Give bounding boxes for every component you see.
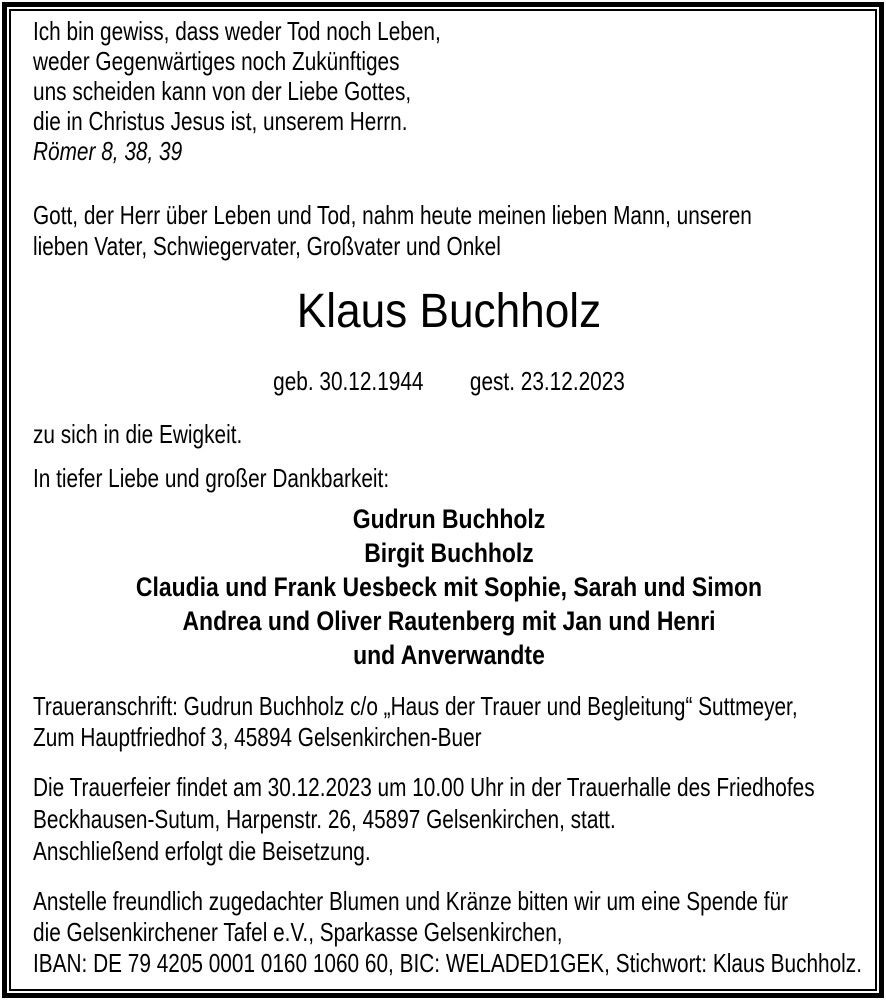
eternity-line: zu sich in die Ewigkeit. (33, 419, 243, 449)
intro-line: lieben Vater, Schwiegervater, Großvater und Onkel (33, 231, 501, 261)
announcement-intro (33, 200, 865, 262)
condolence-address (33, 691, 865, 753)
mourner-line: Claudia und Frank Uesbeck mit Sophie, Sarah und Simon (135, 572, 763, 602)
funeral-line: Beckhausen-Sutum, Harpenstr. 26, 45897 Gelsenkirchen, statt. (33, 804, 616, 834)
death-date: gest. 23.12.2023 (469, 366, 625, 396)
life-dates (116, 365, 782, 397)
mourner-line: Gudrun Buchholz (352, 504, 546, 534)
outer-border-frame (2, 2, 884, 998)
birth-date: geb. 30.12.1944 (273, 366, 424, 396)
mourner-line: und Anverwandte (353, 640, 545, 670)
funeral-line: Die Trauerfeier findet am 30.12.2023 um 10.00 Uhr in der Trauerhalle des Friedhofes (33, 772, 815, 802)
intro-line: Gott, der Herr über Leben und Tod, nahm heute meinen lieben Mann, unseren (33, 200, 752, 230)
mourner-line: Birgit Buchholz (364, 538, 534, 568)
donation-details (33, 886, 865, 979)
inner-border-frame (9, 9, 877, 991)
address-line: Zum Hauptfriedhof 3, 45894 Gelsenkirchen-Buer (33, 722, 482, 752)
verse-line: weder Gegenwärtiges noch Zukünftiges (33, 46, 400, 76)
obituary-content (11, 11, 875, 989)
gratitude-line: In tiefer Liebe und großer Dankbarkeit: (33, 463, 390, 493)
verse-reference: Römer 8, 38, 39 (33, 136, 183, 166)
deceased-name: Klaus Buchholz (296, 285, 602, 338)
verse-line: uns scheiden kann von der Liebe Gottes, (33, 76, 412, 106)
funeral-line: Anschließend erfolgt die Beisetzung. (33, 836, 371, 866)
funeral-details (33, 771, 865, 867)
bible-verse (33, 16, 865, 166)
mourner-line: Andrea und Oliver Rautenberg mit Jan und Henri (182, 606, 716, 636)
verse-line: die in Christus Jesus ist, unserem Herrn. (33, 106, 408, 136)
donation-line: Anstelle freundlich zugedachter Blumen und Kränze bitten wir um eine Spende für (33, 886, 789, 916)
mourners-list (33, 502, 865, 672)
address-line: Traueranschrift: Gudrun Buchholz c/o „Haus der Trauer und Begleitung“ Suttmeyer, (33, 691, 798, 721)
donation-line: IBAN: DE 79 4205 0001 0160 1060 60, BIC: WELADED1GEK, Stichwort: Klaus Buchholz. (33, 948, 862, 978)
donation-line: die Gelsenkirchener Tafel e.V., Sparkasse Gelsenkirchen, (33, 917, 563, 947)
verse-line: Ich bin gewiss, dass weder Tod noch Leben, (33, 16, 441, 46)
